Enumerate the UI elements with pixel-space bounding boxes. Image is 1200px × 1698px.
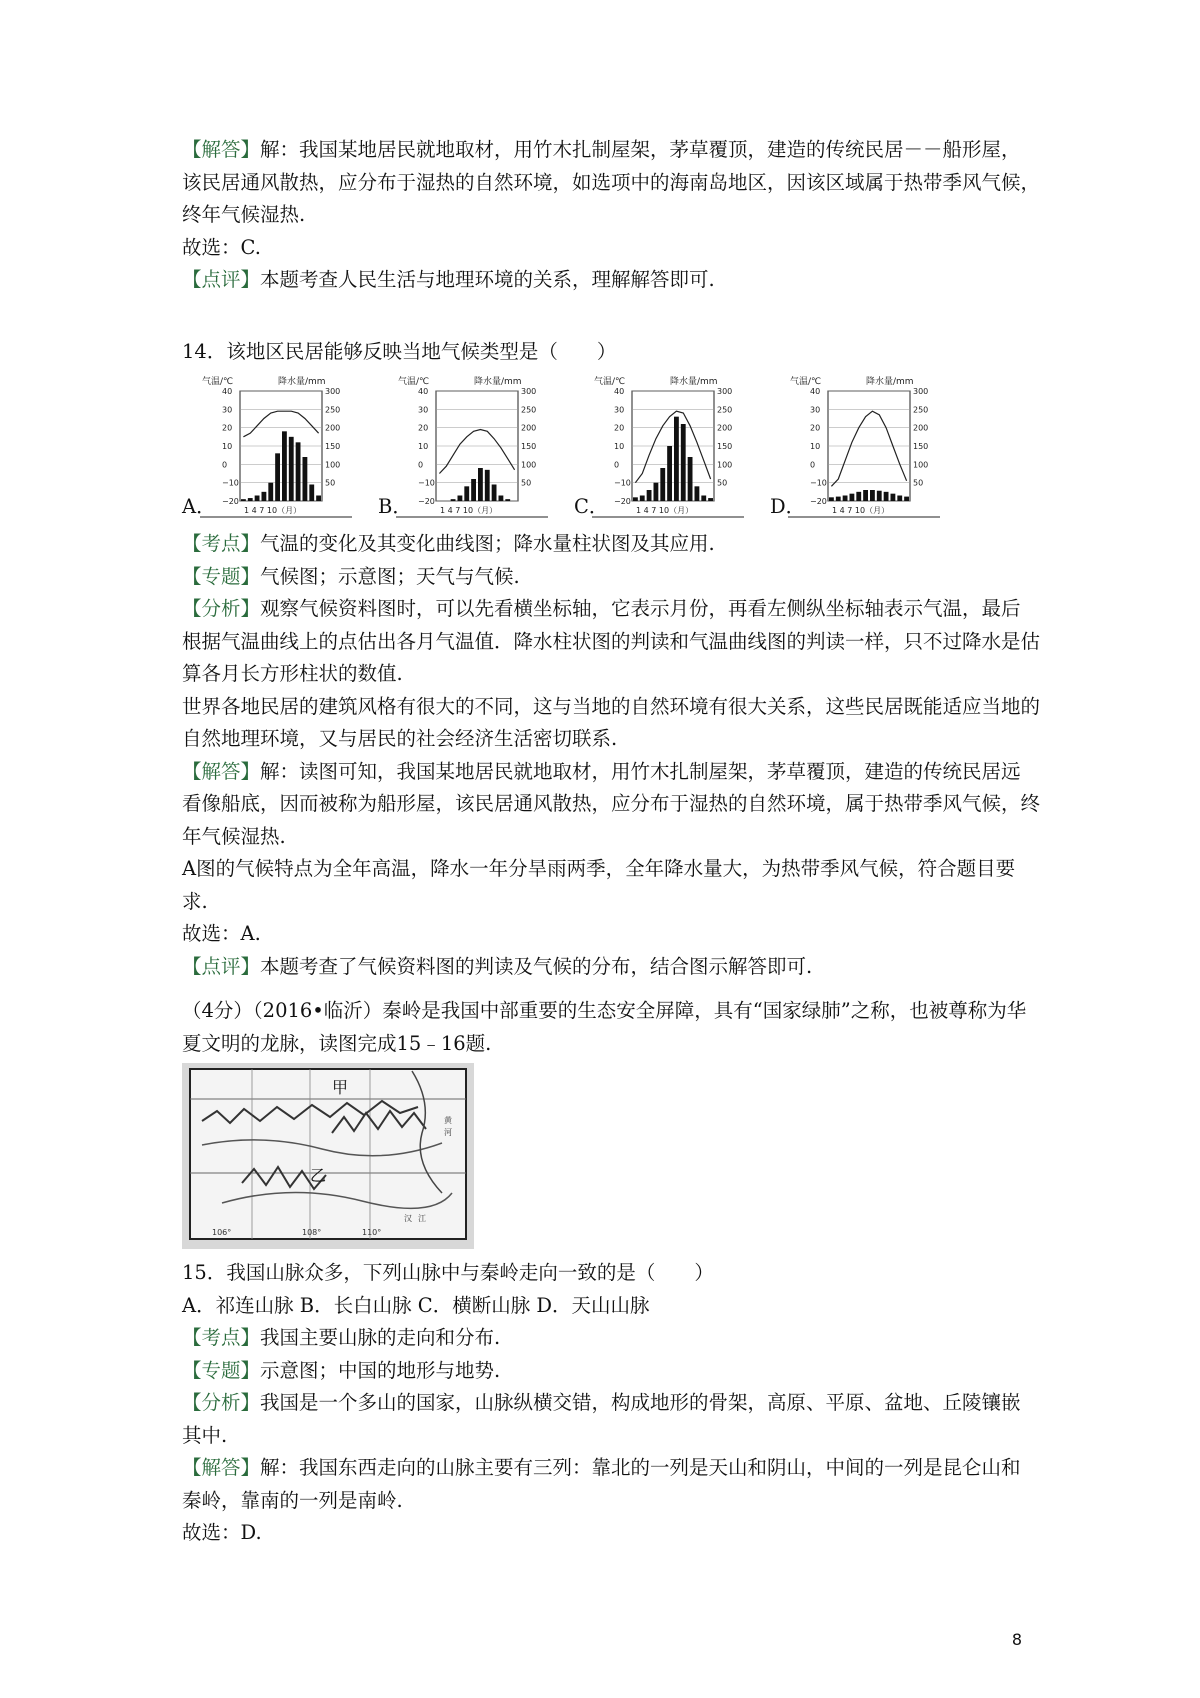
precip-tick-label: 300 <box>325 387 341 396</box>
temp-tick-label: −20 <box>810 497 827 506</box>
precip-axis-label: 降水量/mm <box>278 377 326 387</box>
precip-tick-label: 50 <box>913 478 924 488</box>
kaodian-tag: 【考点】 <box>182 532 261 555</box>
precip-tick-label: 150 <box>325 442 341 451</box>
temp-axis-label: 气温/℃ <box>398 377 430 387</box>
jieda-paragraph <box>182 1452 1040 1517</box>
precip-bar <box>681 424 686 501</box>
top-block <box>182 134 1040 297</box>
precip-bar <box>505 499 510 501</box>
precip-tick-label: 100 <box>325 460 341 470</box>
option-letter: B． <box>378 495 412 518</box>
question-14-options <box>182 373 1062 523</box>
temp-tick-label: 20 <box>810 423 821 433</box>
map-lon-2: 108° <box>302 1228 322 1237</box>
precip-bar <box>660 468 665 501</box>
precip-tick-label: 200 <box>913 423 929 433</box>
precip-bar <box>829 497 834 501</box>
precip-bar <box>654 483 659 501</box>
fenxi-paragraph <box>182 1387 1040 1452</box>
precip-bar <box>303 457 308 501</box>
kaodian-line <box>182 528 1040 561</box>
temp-tick-label: 0 <box>614 460 620 470</box>
comment-tag: 【点评】 <box>182 268 261 291</box>
precip-bar <box>282 431 287 501</box>
choice-line: 故选：C. <box>182 235 261 259</box>
temp-tick-label: 10 <box>614 442 625 451</box>
precip-tick-label: 300 <box>717 387 733 396</box>
option-letter: D． <box>770 495 806 518</box>
temp-tick-label: 40 <box>418 387 429 396</box>
climate-chart-b <box>396 373 548 523</box>
fenxi-tag: 【分析】 <box>182 1391 261 1414</box>
precip-bar <box>674 417 679 501</box>
zhuanti-line <box>182 1355 1040 1388</box>
climate-chart-a <box>200 373 352 523</box>
precip-bar <box>248 498 253 501</box>
jieda-tag: 【解答】 <box>182 1456 261 1479</box>
precip-tick-label: 100 <box>521 460 537 470</box>
temp-tick-label: 20 <box>614 423 625 433</box>
temp-tick-label: 10 <box>418 442 429 451</box>
question-15-16-intro <box>182 995 1040 1060</box>
zhuanti-text: 示意图；中国的地形与地势. <box>260 1358 501 1382</box>
precip-tick-label: 200 <box>521 423 537 433</box>
precip-bar <box>464 486 469 501</box>
precip-tick-label: 250 <box>325 405 341 415</box>
option-letter: A． <box>182 495 216 518</box>
precip-bar <box>836 497 841 501</box>
precip-bar <box>695 486 700 501</box>
temp-tick-label: 30 <box>222 405 233 415</box>
zhuanti-tag: 【专题】 <box>182 1358 261 1382</box>
qinling-map-figure <box>182 1063 474 1249</box>
dianping-line <box>182 951 1040 984</box>
precip-tick-label: 250 <box>913 405 929 415</box>
precip-bar <box>268 483 273 501</box>
month-axis-label: 1 4 7 10（月） <box>440 506 498 515</box>
temp-tick-label: −10 <box>418 478 435 488</box>
answer-tag: 【解答】 <box>182 138 261 161</box>
temp-tick-label: −10 <box>810 478 827 488</box>
precip-bar <box>708 498 713 501</box>
intro-text: （4分）（2016•临沂）秦岭是我国中部重要的生态安全屏障，具有“国家绿肺”之称，也被尊称为华夏文明的龙脉，读图完成15﹣16题. <box>182 999 1027 1055</box>
page-number: 8 <box>1011 1630 1022 1649</box>
temp-tick-label: 40 <box>222 387 233 396</box>
precip-bar <box>877 491 882 501</box>
precip-bar <box>870 490 875 501</box>
map-side-1: 黄 <box>444 1116 452 1125</box>
month-axis-label: 1 4 7 10（月） <box>636 506 694 515</box>
zhuanti-text: 气候图；示意图；天气与气候. <box>260 564 520 588</box>
fenxi-paragraph-2: 世界各地民居的建筑风格有很大的不同，这与当地的自然环境有很大关系，这些民居既能适应当地的自然地理环境，又与居民的社会经济生活密切联系. <box>182 694 1041 750</box>
precip-bar <box>647 490 652 501</box>
jieda-tag: 【解答】 <box>182 759 261 783</box>
precip-tick-label: 100 <box>913 460 929 470</box>
fenxi-text: 我国是一个多山的国家，山脉纵横交错，构成地形的骨架，高原、平原、盆地、丘陵镶嵌其中. <box>182 1391 1021 1447</box>
dianping-tag: 【点评】 <box>182 954 261 978</box>
kaodian-text: 气温的变化及其变化曲线图；降水量柱状图及其应用. <box>260 532 715 555</box>
precip-bar <box>863 490 868 501</box>
jieda-text: 解：我国东西走向的山脉主要有三列：靠北的一列是天山和阴山，中间的一列是昆仑山和秦岭，靠南的一列是南岭. <box>182 1456 1021 1512</box>
precip-tick-label: 50 <box>521 478 532 488</box>
fenxi-tag: 【分析】 <box>182 597 261 620</box>
precip-tick-label: 200 <box>717 423 733 433</box>
jieda-paragraph <box>182 756 1040 854</box>
precip-bar <box>309 485 314 502</box>
temp-axis-label: 气温/℃ <box>202 377 234 387</box>
climate-chart-c <box>592 373 744 523</box>
temp-tick-label: −20 <box>222 497 239 506</box>
temp-tick-label: 0 <box>810 460 816 470</box>
map-lon-3: 110° <box>362 1228 382 1237</box>
map-label-jia: 甲 <box>332 1078 349 1097</box>
precip-bar <box>471 479 476 501</box>
precip-bar <box>897 496 902 502</box>
precip-bar <box>492 485 497 502</box>
qinling-map <box>182 1063 474 1249</box>
precip-bar <box>255 496 260 502</box>
map-side-4: 江 <box>418 1214 426 1223</box>
precip-tick-label: 50 <box>325 478 336 488</box>
month-axis-label: 1 4 7 10（月） <box>832 506 890 515</box>
climate-chart-d <box>788 373 940 523</box>
dianping-text: 本题考查了气候资料图的判读及气候的分布，结合图示解答即可. <box>260 954 813 978</box>
temp-axis-label: 气温/℃ <box>790 377 822 387</box>
precip-bar <box>478 468 483 501</box>
temp-tick-label: 0 <box>418 460 424 470</box>
zhuanti-line <box>182 561 1040 594</box>
month-axis-label: 1 4 7 10（月） <box>244 506 302 515</box>
kaodian-line <box>182 1322 1040 1355</box>
precip-bar <box>843 496 848 502</box>
precip-bar <box>667 446 672 501</box>
question-14-text: 14．该地区民居能够反映当地气候类型是（ ） <box>182 340 617 363</box>
precip-bar <box>296 442 301 501</box>
choice-line: 故选：A. <box>182 922 261 945</box>
kaodian-tag: 【考点】 <box>182 1326 261 1349</box>
temp-tick-label: 30 <box>614 405 625 415</box>
precip-tick-label: 300 <box>521 387 537 396</box>
precip-tick-label: 250 <box>521 405 537 415</box>
option-b[interactable] <box>378 373 578 523</box>
precip-bar <box>633 497 638 501</box>
temp-tick-label: 40 <box>810 387 821 396</box>
precip-bar <box>884 492 889 501</box>
answer-text: 解：我国某地居民就地取材，用竹木扎制屋架，茅草覆顶，建造的传统民居－－船形屋，该民居通风散热，应分布于湿热的自然环境，如选项中的海南岛地区，因该区域属于热带季风气候，终年气候湿热. <box>182 138 1041 226</box>
temp-tick-label: 20 <box>222 423 233 433</box>
precip-bar <box>316 496 321 502</box>
precip-tick-label: 150 <box>913 442 929 451</box>
temp-axis-label: 气温/℃ <box>594 377 626 387</box>
temp-tick-label: −20 <box>614 497 631 506</box>
choice-line: 故选：D. <box>182 1521 262 1544</box>
map-label-yi: 乙 <box>310 1166 327 1185</box>
answer-paragraph <box>182 134 1040 232</box>
temp-tick-label: −20 <box>418 497 435 506</box>
precip-tick-label: 300 <box>913 387 929 396</box>
precip-bar <box>241 499 246 501</box>
precip-bar <box>289 437 294 501</box>
comment-paragraph <box>182 264 1040 297</box>
question-15-stem: 15．我国山脉众多，下列山脉中与秦岭走向一致的是（ ） <box>182 1261 714 1284</box>
precip-bar <box>262 492 267 501</box>
question-14-stem <box>182 336 1040 369</box>
precip-tick-label: 100 <box>717 460 733 470</box>
option-a[interactable] <box>182 373 382 523</box>
precip-bar <box>451 499 456 501</box>
temp-tick-label: −10 <box>614 478 631 488</box>
option-c[interactable] <box>574 373 774 523</box>
temp-tick-label: 30 <box>418 405 429 415</box>
question-14-analysis <box>182 528 1040 983</box>
precip-bar <box>891 494 896 501</box>
precip-bar <box>688 457 693 501</box>
temp-tick-label: −10 <box>222 478 239 488</box>
precip-bar <box>640 496 645 502</box>
precip-bar <box>904 497 909 501</box>
precip-tick-label: 250 <box>717 405 733 415</box>
zhuanti-tag: 【专题】 <box>182 564 261 588</box>
map-lon-1: 106° <box>212 1228 232 1237</box>
precip-axis-label: 降水量/mm <box>866 377 914 387</box>
fenxi-paragraph <box>182 593 1040 691</box>
precip-tick-label: 150 <box>521 442 537 451</box>
jieda-paragraph-2: A图的气候特点为全年高温，降水一年分旱雨两季，全年降水量大，为热带季风气候，符合题目要求. <box>182 857 1016 913</box>
comment-text: 本题考查人民生活与地理环境的关系，理解解答即可. <box>260 268 715 291</box>
question-15 <box>182 1257 1040 1550</box>
fenxi-text: 观察气候资料图时，可以先看横坐标轴，它表示月份，再看左侧纵坐标轴表示气温，最后根据气温曲线上的点估出各月气温值．降水柱状图的判读和气温曲线图的判读一样，只不过降水是估算各月长方形柱状的数值. <box>182 597 1041 685</box>
precip-bar <box>499 496 504 502</box>
temp-tick-label: 40 <box>614 387 625 396</box>
temp-tick-label: 20 <box>418 423 429 433</box>
temp-tick-label: 10 <box>810 442 821 451</box>
precip-bar <box>275 453 280 501</box>
precip-bar <box>856 492 861 501</box>
temp-tick-label: 30 <box>810 405 821 415</box>
precip-tick-label: 50 <box>717 478 728 488</box>
jieda-text: 解：读图可知，我国某地居民就地取材，用竹木扎制屋架，茅草覆顶，建造的传统民居远看像船底，因而被称为船形屋，该民居通风散热，应分布于湿热的自然环境，属于热带季风气候，终年气候湿热. <box>182 759 1041 848</box>
precip-tick-label: 200 <box>325 423 341 433</box>
option-d[interactable] <box>770 373 970 523</box>
precip-bar <box>458 496 463 502</box>
option-letter: C． <box>574 495 609 518</box>
precip-bar <box>485 470 490 501</box>
map-side-2: 河 <box>444 1128 452 1137</box>
temp-tick-label: 0 <box>222 460 228 470</box>
precip-bar <box>850 494 855 501</box>
precip-axis-label: 降水量/mm <box>474 377 522 387</box>
precip-bar <box>701 496 706 502</box>
map-side-3: 汉 <box>404 1214 412 1223</box>
temp-tick-label: 10 <box>222 442 233 451</box>
question-15-options[interactable]: A．祁连山脉 B．长白山脉 C．横断山脉 D．天山山脉 <box>182 1293 650 1317</box>
precip-tick-label: 150 <box>717 442 733 451</box>
precip-axis-label: 降水量/mm <box>670 377 718 387</box>
kaodian-text: 我国主要山脉的走向和分布. <box>260 1326 501 1349</box>
